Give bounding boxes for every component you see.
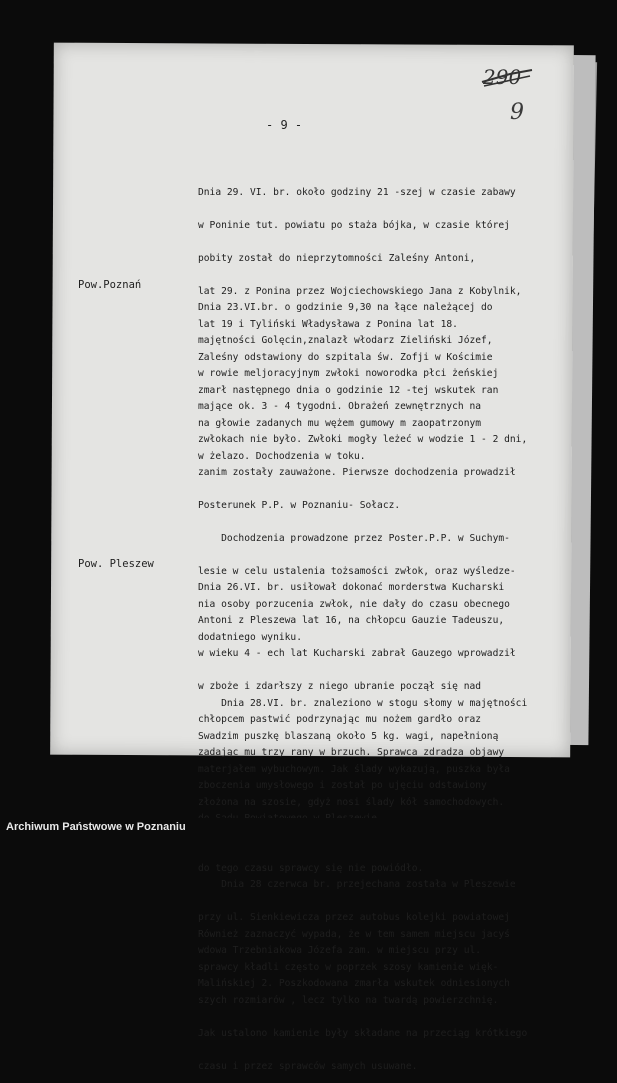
text-line: Posterunek P.P. w Poznaniu- Sołacz. (198, 500, 401, 511)
text-line: lat 19 i Tyliński Władysława z Ponina lat 18. (198, 319, 458, 330)
district-label-poznan: Pow.Poznań (78, 279, 142, 291)
text-line: na głowie zadanych mu wężem gumowy m zaopatrzonym (198, 418, 482, 429)
text-line: nia osoby porzucenia zwłok, nie dały do czasu obecnego (198, 599, 510, 610)
text-line: do tego czasu sprawcy się nie powiódło. (198, 863, 424, 874)
text-line: pobity został do nieprzytomności Zaleśny Antoni, (198, 253, 476, 264)
text-line: zmarł następnego dnia o godzinie 12 -tej wskutek ran (198, 385, 499, 396)
text-line: zanim zostały zauważone. Pierwsze dochodzenia prowadził (198, 467, 516, 478)
archive-label: Archiwum Państwowe w Poznaniu (6, 821, 186, 833)
strike-through-mark (480, 68, 535, 88)
text-line: mające ok. 3 - 4 tygodni. Obrażeń zewnętrznych na (198, 401, 482, 412)
handwritten-page-number: 9 (510, 100, 524, 125)
text-line: w żelazo. Dochodzenia w toku. (198, 451, 366, 462)
text-line: Dnia 29. VI. br. około godziny 21 -szej w czasie zabawy (198, 187, 516, 198)
text-line: chłopcem pastwić podrzynając mu nożem gardło oraz (198, 714, 482, 725)
text-line: lesie w celu ustalenia tożsamości zwłok, oraz wyśledze- (198, 566, 516, 577)
text-line: Antoni z Pleszewa lat 16, na chłopcu Gauzie Tadeuszu, (198, 615, 505, 626)
text-line: Malińskiej 2. Poszkodowana zmarła wskutek odniesionych (198, 978, 510, 989)
entry-3-text (198, 560, 516, 1000)
district-label-pleszew: Pow. Pleszew (78, 558, 154, 570)
text-line: lat 29. z Ponina przez Wojciechowskiego Jana z Kobylnik, (198, 286, 522, 297)
text-line: przy ul. Sienkiewicza przez autobus kolejki powiatowej (198, 912, 510, 923)
text-line: Również zaznaczyć wypada, że w tem samem miejscu jacyś (198, 929, 510, 940)
text-line: Dnia 23.VI.br. o godzinie 9,30 na łące należącej do (198, 302, 493, 313)
text-line: w Poninie tut. powiatu po staża bójka, w czasie której (198, 220, 510, 231)
text-line: zboczenia umysłowego i został po ujęciu odstawiony (198, 780, 487, 791)
text-line: Jak ustalono kamienie były składane na przeciąg krótkiego (198, 1028, 528, 1039)
text-line: szych rozmiarów , lecz tylko na twardą powierzchnię. (198, 995, 499, 1006)
text-line: czasu i przez sprawców samych usuwane. (198, 1061, 418, 1072)
text-line: zadając mu trzy rany w brzuch. Sprawca zdradza objawy (198, 747, 505, 758)
text-line: w zboże i zdarłszy z niego ubranie począł się nad (198, 681, 482, 692)
text-line: Dnia 28 czerwca br. przejechana została w Pleszewie (198, 879, 516, 890)
text-line: Dnia 26.VI. br. usiłował dokonać morderstwa Kucharski (198, 582, 505, 593)
text-line: sprawcy kładli często w poprzek szosy kamienie więk- (198, 962, 499, 973)
text-line: majętności Golęcin,znalazł włodarz Zieliński Józef, (198, 335, 493, 346)
text-line: Dnia 28.VI. br. znaleziono w stogu słomy w majętności (198, 698, 528, 709)
archive-footer (0, 818, 617, 840)
text-line: Zaleśny odstawiony do szpitala św. Zofji w Kościmie (198, 352, 493, 363)
text-line: zwłokach nie było. Zwłoki mogły leżeć w wodzie 1 - 2 dni, (198, 434, 528, 445)
text-line: wdowa Trzebniakowa Józefa zam. w miejscu przy ul. (198, 945, 482, 956)
archive-stamp-number: 290 (483, 65, 522, 89)
text-line: złożona na szosie, gdyż nosi ślady kół samochodowych. (198, 797, 505, 808)
text-line: w rowie meljoracyjnym zwłoki noworodka płci żeńskiej (198, 368, 499, 379)
text-line: w wieku 4 - ech lat Kucharski zabrał Gauzego wprowadził (198, 648, 516, 659)
typed-page-number: - 9 - (266, 118, 303, 132)
text-line: Swadzim puszkę blaszaną około 5 kg. wagi, napełnioną (198, 731, 499, 742)
text-line: dodatniego wyniku. (198, 632, 302, 643)
text-line: materjałem wybuchowym. Jak ślady wykazują, puszka była (198, 764, 510, 775)
text-line (198, 846, 516, 857)
text-line: Dochodzenia prowadzone przez Poster.P.P. w Suchym- (198, 533, 510, 544)
